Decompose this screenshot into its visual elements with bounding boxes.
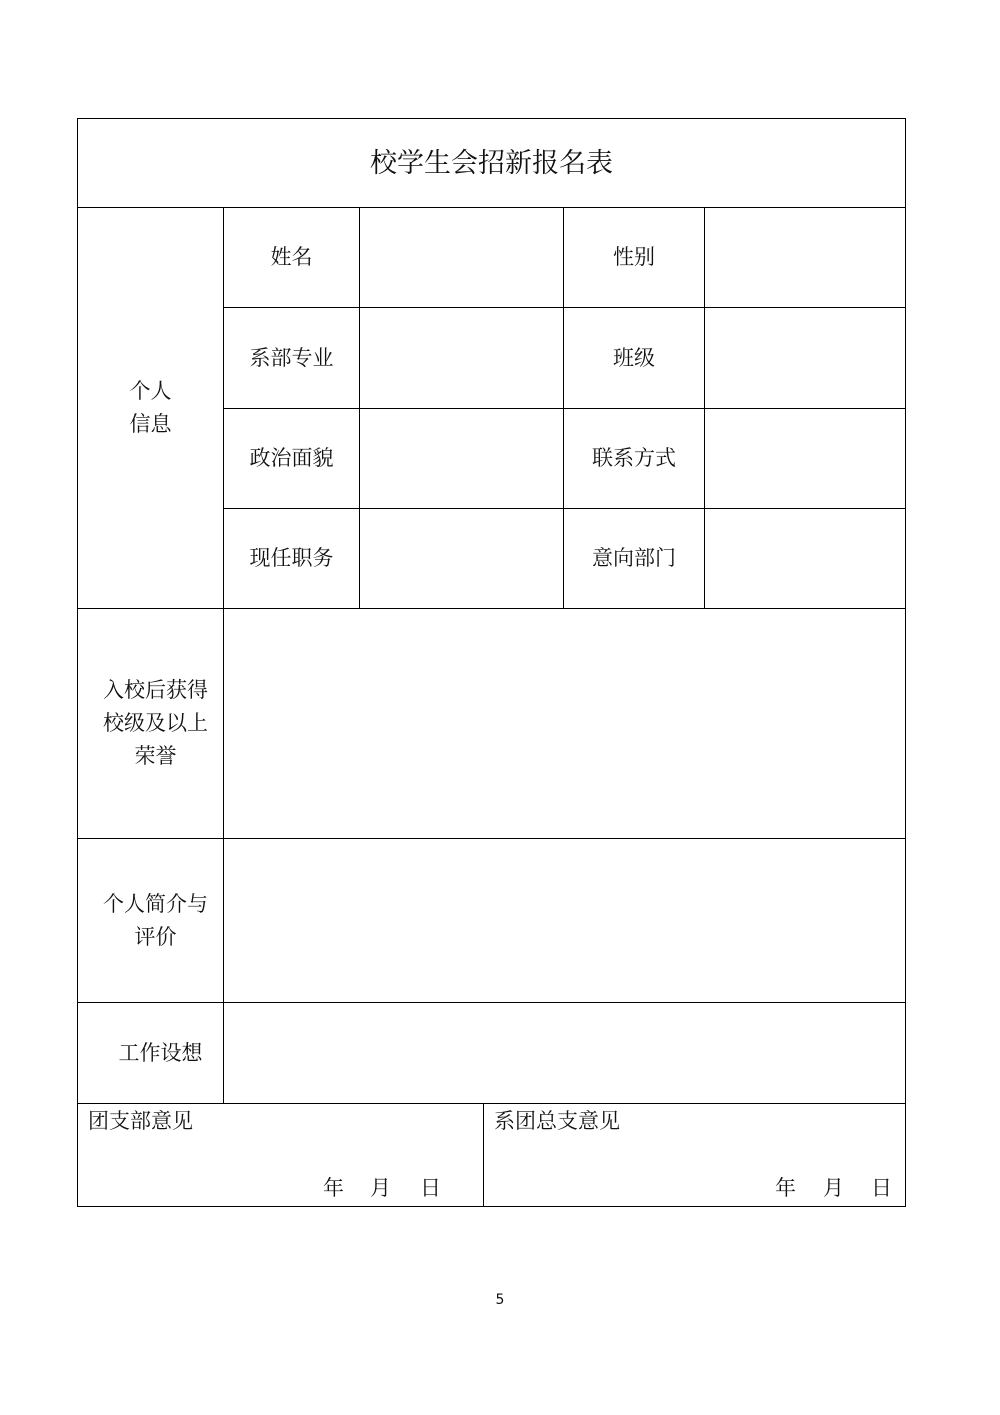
class-label: 班级 (613, 345, 655, 370)
work-plan-label: 工作设想 (118, 1040, 203, 1065)
intro-label: 个人简介与 评价 (103, 891, 208, 949)
name-label: 姓名 (270, 244, 313, 269)
political-status-field[interactable] (360, 409, 563, 508)
honors-field[interactable] (224, 609, 905, 838)
department-major-field[interactable] (360, 308, 563, 408)
intro-field[interactable] (224, 839, 905, 1002)
honors-label: 入校后获得 校级及以上 荣誉 (103, 678, 208, 768)
year-label: 年 (775, 1176, 796, 1200)
league-branch-opinion-label: 团支部意见 (88, 1109, 193, 1133)
preferred-department-field[interactable] (705, 509, 905, 608)
current-position-field[interactable] (360, 509, 563, 608)
gender-label: 性别 (613, 244, 655, 269)
date-line-right (775, 1172, 892, 1202)
name-field[interactable] (360, 207, 563, 307)
registration-form (77, 118, 906, 1207)
department-major-label: 系部专业 (249, 345, 334, 370)
form-title: 校学生会招新报名表 (370, 147, 613, 179)
year-label: 年 (323, 1176, 344, 1200)
divider (78, 1103, 905, 1104)
work-plan-field[interactable] (224, 1003, 905, 1103)
contact-label: 联系方式 (592, 446, 676, 470)
day-label: 日 (420, 1176, 441, 1200)
dept-league-opinion-label: 系团总支意见 (494, 1109, 620, 1133)
contact-field[interactable] (705, 409, 905, 508)
personal-info-label: 个人 信息 (129, 378, 172, 436)
current-position-label: 现任职务 (249, 546, 334, 570)
political-status-label: 政治面貌 (249, 446, 334, 470)
date-line-left (323, 1172, 441, 1202)
page-number: 5 (495, 1292, 505, 1308)
preferred-department-label: 意向部门 (592, 546, 676, 570)
class-field[interactable] (705, 308, 905, 408)
gender-field[interactable] (705, 207, 905, 307)
month-label: 月 (370, 1176, 391, 1200)
day-label: 日 (871, 1176, 892, 1200)
month-label: 月 (823, 1176, 844, 1200)
divider (483, 1103, 484, 1206)
